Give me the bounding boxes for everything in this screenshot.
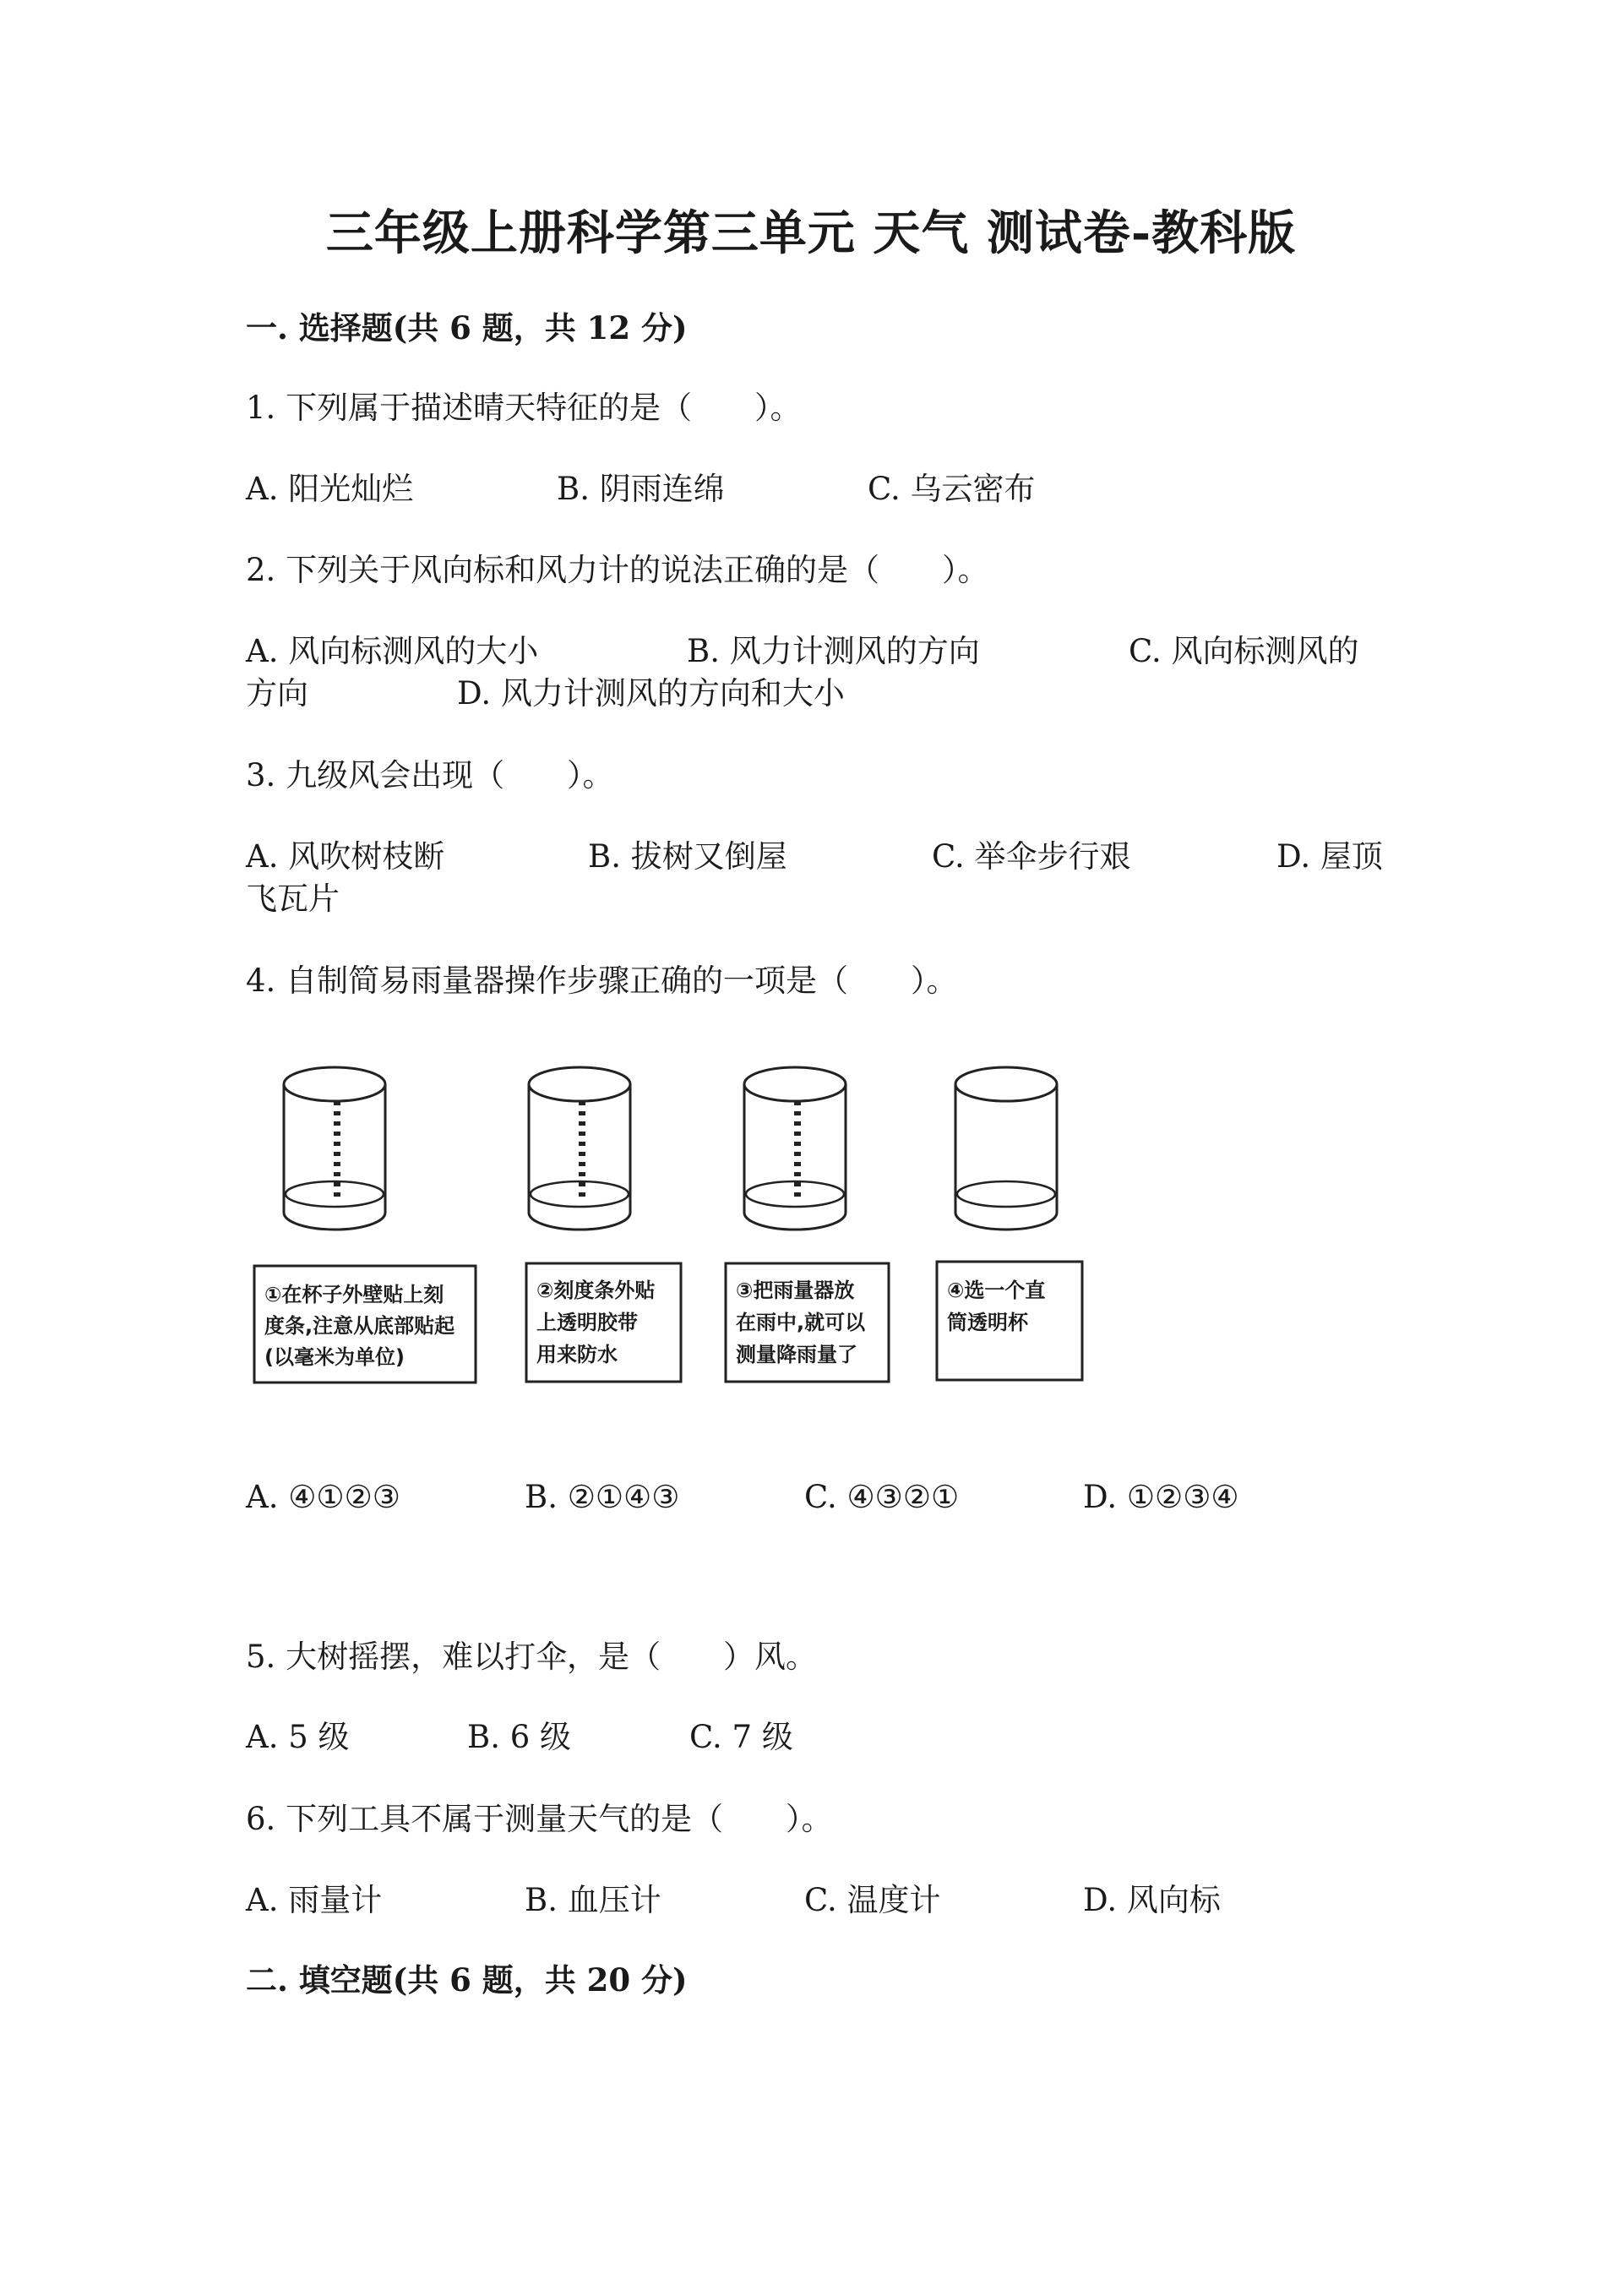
- question-4-option-d[interactable]: D. ①②③④: [1083, 1479, 1239, 1515]
- cup-3-drawing: [744, 1067, 846, 1230]
- question-4-stem: 4. 自制简易雨量器操作步骤正确的一项是（ ）。: [246, 963, 958, 999]
- question-4-option-b[interactable]: B. ②①④③: [525, 1479, 680, 1515]
- page-title: 三年级上册科学第三单元 天气 测试卷-教科版: [325, 205, 1297, 261]
- caption-3-line-3: 测量降雨量了: [736, 1343, 857, 1366]
- question-2-stem: 2. 下列关于风向标和风力计的说法正确的是（ ）。: [246, 552, 989, 588]
- rain-gauge-illustration: [246, 1061, 1091, 1399]
- question-6-option-b[interactable]: B. 血压计: [525, 1882, 661, 1918]
- question-1-option-b[interactable]: B. 阴雨连绵: [557, 471, 725, 507]
- caption-2-line-1: ②刻度条外贴: [536, 1279, 656, 1302]
- question-1-stem: 1. 下列属于描述晴天特征的是（ ）。: [246, 390, 802, 426]
- question-6-option-d[interactable]: D. 风向标: [1083, 1882, 1221, 1918]
- cup-1-drawing: [284, 1067, 385, 1230]
- caption-1-line-2: 度条,注意从底部贴起: [264, 1314, 455, 1338]
- question-5-option-b[interactable]: B. 6 级: [467, 1719, 572, 1755]
- question-2-option-d[interactable]: D. 风力计测风的方向和大小: [457, 675, 845, 712]
- question-1-option-c[interactable]: C. 乌云密布: [868, 471, 1036, 507]
- question-5-stem: 5. 大树摇摆，难以打伞，是（ ）风。: [246, 1639, 818, 1675]
- question-3-option-d-continued: 飞瓦片: [246, 881, 340, 917]
- caption-1-line-3: (以毫米为单位): [264, 1345, 405, 1369]
- question-2-option-a[interactable]: A. 风向标测风的大小: [246, 633, 539, 669]
- section-heading-choice: 一. 选择题(共 6 题，共 12 分): [246, 309, 688, 346]
- question-3-option-d[interactable]: D. 屋顶: [1276, 838, 1383, 875]
- caption-3-line-1: ③把雨量器放: [736, 1279, 855, 1302]
- question-5-option-c[interactable]: C. 7 级: [689, 1719, 793, 1755]
- question-6-option-c[interactable]: C. 温度计: [804, 1882, 941, 1918]
- question-6-option-a[interactable]: A. 雨量计: [246, 1882, 383, 1918]
- question-4-option-c[interactable]: C. ④③②①: [804, 1479, 960, 1515]
- question-2-option-b[interactable]: B. 风力计测风的方向: [687, 633, 980, 669]
- caption-2-line-3: 用来防水: [536, 1343, 618, 1366]
- question-2-option-c-continued: 方向: [246, 675, 308, 712]
- section-heading-fill-blank: 二. 填空题(共 6 题，共 20 分): [246, 1961, 688, 1999]
- caption-4-line-2: 筒透明杯: [947, 1311, 1028, 1334]
- caption-3-line-2: 在雨中,就可以: [736, 1311, 866, 1334]
- question-3-stem: 3. 九级风会出现（ ）。: [246, 757, 614, 794]
- caption-2-line-2: 上透明胶带: [536, 1311, 638, 1334]
- question-5-option-a[interactable]: A. 5 级: [246, 1719, 350, 1755]
- cup-4-drawing: [955, 1067, 1057, 1230]
- caption-1-line-1: ①在杯子外壁贴上刻: [264, 1283, 444, 1306]
- question-3-option-b[interactable]: B. 拔树又倒屋: [588, 838, 787, 875]
- question-1-option-a[interactable]: A. 阳光灿烂: [246, 471, 414, 507]
- question-4-option-a[interactable]: A. ④①②③: [246, 1479, 400, 1515]
- rain-gauge-figure: [246, 1061, 1091, 1399]
- question-3-option-a[interactable]: A. 风吹树枝断: [246, 838, 445, 875]
- question-3-option-c[interactable]: C. 举伞步行艰: [932, 838, 1131, 875]
- caption-4-line-1: ④选一个直: [947, 1279, 1046, 1302]
- question-6-stem: 6. 下列工具不属于测量天气的是（ ）。: [246, 1801, 833, 1837]
- cup-2-drawing: [529, 1067, 630, 1230]
- question-2-option-c[interactable]: C. 风向标测风的: [1129, 633, 1359, 669]
